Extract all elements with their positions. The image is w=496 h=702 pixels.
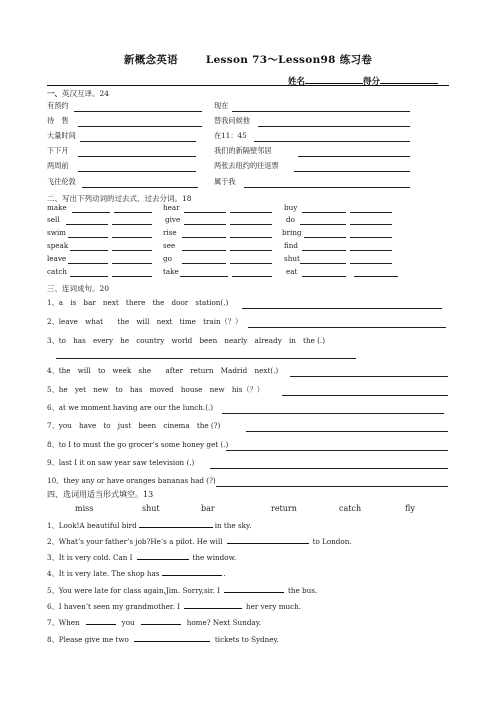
title-suffix: 练习卷 <box>339 54 373 66</box>
score-label: 得分 <box>363 77 381 87</box>
s4-item-1-blank[interactable] <box>139 520 213 528</box>
verb-blank[interactable] <box>68 263 108 264</box>
s4-item-2-blank[interactable] <box>227 536 309 544</box>
s1-left-1: 待 售 <box>47 116 69 125</box>
verb-blank[interactable] <box>232 276 272 277</box>
s1-right-3: 我们的新隔壁邻居 <box>214 146 272 155</box>
s1-right-5-blank[interactable] <box>244 187 410 188</box>
s4-item-6-blank[interactable] <box>184 601 242 609</box>
title-cn: 新概念英语 <box>123 54 178 66</box>
verb-blank[interactable] <box>304 237 346 238</box>
s3-item-4-blank[interactable] <box>290 376 448 377</box>
verb-blank[interactable] <box>354 276 398 277</box>
verb-blank[interactable] <box>112 250 152 251</box>
verb-see: see <box>163 241 176 250</box>
word-fly: fly <box>405 504 415 513</box>
verb-blank[interactable] <box>182 237 226 238</box>
verb-catch: catch <box>47 267 67 276</box>
verb-rise: rise <box>163 228 177 237</box>
s1-right-3-blank[interactable] <box>298 156 410 157</box>
s4-item-2: 2、What’s your father’s job?He’s a pilot. He will to London. <box>47 537 352 546</box>
verb-find: find <box>284 241 299 250</box>
s1-left-2-blank[interactable] <box>80 141 196 142</box>
s4-item-3-blank[interactable] <box>137 552 189 560</box>
s3-item-1: 1、a is bar next there the door station(.) <box>47 298 229 307</box>
verb-blank[interactable] <box>302 212 346 213</box>
verb-blank[interactable] <box>184 212 226 213</box>
verb-blank[interactable] <box>300 224 346 225</box>
s4-item-8-blank[interactable] <box>134 634 210 642</box>
s1-right-2: 在11：45 <box>214 131 247 140</box>
s1-right-5: 属于我 <box>214 177 236 186</box>
s3-item-10: 10、they any or have oranges bananas had (?) <box>47 476 216 485</box>
s4-item-7-blank-b[interactable] <box>141 617 181 625</box>
section1-heading: 一、英汉互译。24 <box>47 89 110 98</box>
s3-item-6: 6、at we moment having are our the lunch.(.) <box>47 403 214 412</box>
s3-item-7: 7、you have to just been cinema the (?) <box>47 421 221 430</box>
verb-hear: hear <box>163 203 180 212</box>
s4-item-7-blank-a[interactable] <box>86 617 116 625</box>
s1-left-2: 大量时间 <box>47 131 76 140</box>
verb-go: go <box>163 254 172 263</box>
verb-speak: speak <box>47 241 69 250</box>
s3-item-1-blank[interactable] <box>242 308 442 309</box>
verb-blank[interactable] <box>230 263 272 264</box>
s1-left-0: 有预约 <box>47 101 69 110</box>
verb-blank[interactable] <box>182 263 226 264</box>
name-label: 姓名 <box>288 77 306 87</box>
section3-heading: 三、连词成句。20 <box>47 284 110 293</box>
verb-take: take <box>163 267 179 276</box>
word-shut: shut <box>142 504 160 513</box>
s1-left-1-blank[interactable] <box>78 126 202 127</box>
verb-blank[interactable] <box>180 276 228 277</box>
s1-left-5: 飞往伦敦 <box>47 177 76 186</box>
header-divider <box>47 85 449 86</box>
s3-item-8: 8、to I to must the go grocer’s some honey get (.) <box>47 440 229 449</box>
verb-blank[interactable] <box>112 237 152 238</box>
section4-heading: 四、选词用适当形式填空。13 <box>47 490 154 499</box>
verb-give: give <box>165 215 181 224</box>
score-blank[interactable] <box>380 74 438 84</box>
verb-blank[interactable] <box>184 224 226 225</box>
s3-item-3-blank[interactable] <box>56 358 356 359</box>
verb-bring: bring <box>282 228 302 237</box>
s3-item-6-blank[interactable] <box>222 413 444 414</box>
verb-blank[interactable] <box>114 212 152 213</box>
s3-item-5-blank[interactable] <box>282 395 448 396</box>
s4-item-4-blank[interactable] <box>162 568 222 576</box>
verb-blank[interactable] <box>230 250 272 251</box>
s1-left-5-blank[interactable] <box>82 187 198 188</box>
verb-blank[interactable] <box>70 250 108 251</box>
word-bar: bar <box>201 504 215 513</box>
s4-item-6: 6、I haven’t seen my grandmother. I her very much. <box>47 602 302 611</box>
s1-right-0-blank[interactable] <box>232 111 410 112</box>
verb-blank[interactable] <box>182 250 226 251</box>
verb-blank[interactable] <box>350 250 392 251</box>
page-title <box>0 52 496 67</box>
verb-do: do <box>286 215 295 224</box>
s4-item-5: 5、You were late for class again,Jim. Sorry,sir. I the bus. <box>47 586 318 595</box>
s1-right-1: 替我问候他 <box>214 116 250 125</box>
title-en: Lesson 73～Lesson98 <box>205 54 336 66</box>
verb-blank[interactable] <box>230 212 272 213</box>
word-return: return <box>271 504 297 513</box>
s3-item-4: 4、the will to week she after return Madrid next(.) <box>47 366 279 375</box>
verb-blank[interactable] <box>66 224 108 225</box>
s3-item-3: 3、to has every he country world been nearly already in the (.) <box>47 336 326 345</box>
verb-swim: swim <box>47 228 66 237</box>
verb-blank[interactable] <box>112 224 152 225</box>
word-catch: catch <box>339 504 362 513</box>
verb-blank[interactable] <box>300 263 346 264</box>
verb-buy: buy <box>284 203 298 212</box>
s3-item-7-blank[interactable] <box>246 431 448 432</box>
s1-right-1-blank[interactable] <box>258 126 410 127</box>
s1-right-2-blank[interactable] <box>254 141 410 142</box>
s1-left-3-blank[interactable] <box>78 156 196 157</box>
section2-heading: 二、写出下列动词的过去式、过去分词。18 <box>47 194 192 203</box>
s4-item-1: 1、Look!A beautiful bird in the sky. <box>47 521 252 530</box>
s3-item-2-blank[interactable] <box>248 327 446 328</box>
s3-item-9-blank[interactable] <box>210 468 448 469</box>
verb-blank[interactable] <box>112 263 152 264</box>
word-miss: miss <box>75 504 94 513</box>
s4-item-8: 8、Please give me two tickets to Sydney. <box>47 635 279 644</box>
s1-left-3: 下下月 <box>47 146 69 155</box>
s4-item-5-blank[interactable] <box>224 585 284 593</box>
s3-item-2: 2、leave what the will next time train（？） <box>47 317 243 326</box>
verb-blank[interactable] <box>70 276 108 277</box>
verb-sell: sell <box>47 215 60 224</box>
s3-item-9: 9、last I it on saw year saw television (.) <box>47 458 195 467</box>
verb-blank[interactable] <box>230 237 272 238</box>
verb-blank[interactable] <box>350 237 392 238</box>
verb-blank[interactable] <box>350 212 392 213</box>
verb-blank[interactable] <box>230 224 272 225</box>
s4-item-3: 3、It is very cold. Can I the window. <box>47 553 237 562</box>
s1-left-4: 两周前 <box>47 161 69 170</box>
verb-eat: eat <box>286 267 298 276</box>
verb-blank[interactable] <box>68 237 108 238</box>
verb-blank[interactable] <box>72 212 110 213</box>
s3-item-5: 5、he yet new to has moved house new his（？） <box>47 385 264 394</box>
verb-blank[interactable] <box>302 276 346 277</box>
s3-item-8-blank[interactable] <box>226 450 448 451</box>
verb-blank[interactable] <box>350 224 392 225</box>
verb-blank[interactable] <box>112 276 152 277</box>
s3-item-10-blank[interactable] <box>216 486 448 487</box>
verb-blank[interactable] <box>350 263 392 264</box>
s4-item-4: 4、It is very late. The shop has . <box>47 569 226 578</box>
s4-item-7: 7、When you home? Next Sunday. <box>47 618 262 627</box>
verb-make: make <box>47 203 67 212</box>
verb-leave: leave <box>47 254 67 263</box>
s1-right-4: 两张去纽约的往返票 <box>214 161 279 170</box>
verb-blank[interactable] <box>302 250 346 251</box>
s1-left-0-blank[interactable] <box>74 111 202 112</box>
name-blank[interactable] <box>305 74 363 84</box>
s1-left-4-blank[interactable] <box>78 171 196 172</box>
s1-right-4-blank[interactable] <box>294 171 410 172</box>
s1-right-0: 现在 <box>214 101 229 110</box>
verb-shut: shut <box>284 254 300 263</box>
